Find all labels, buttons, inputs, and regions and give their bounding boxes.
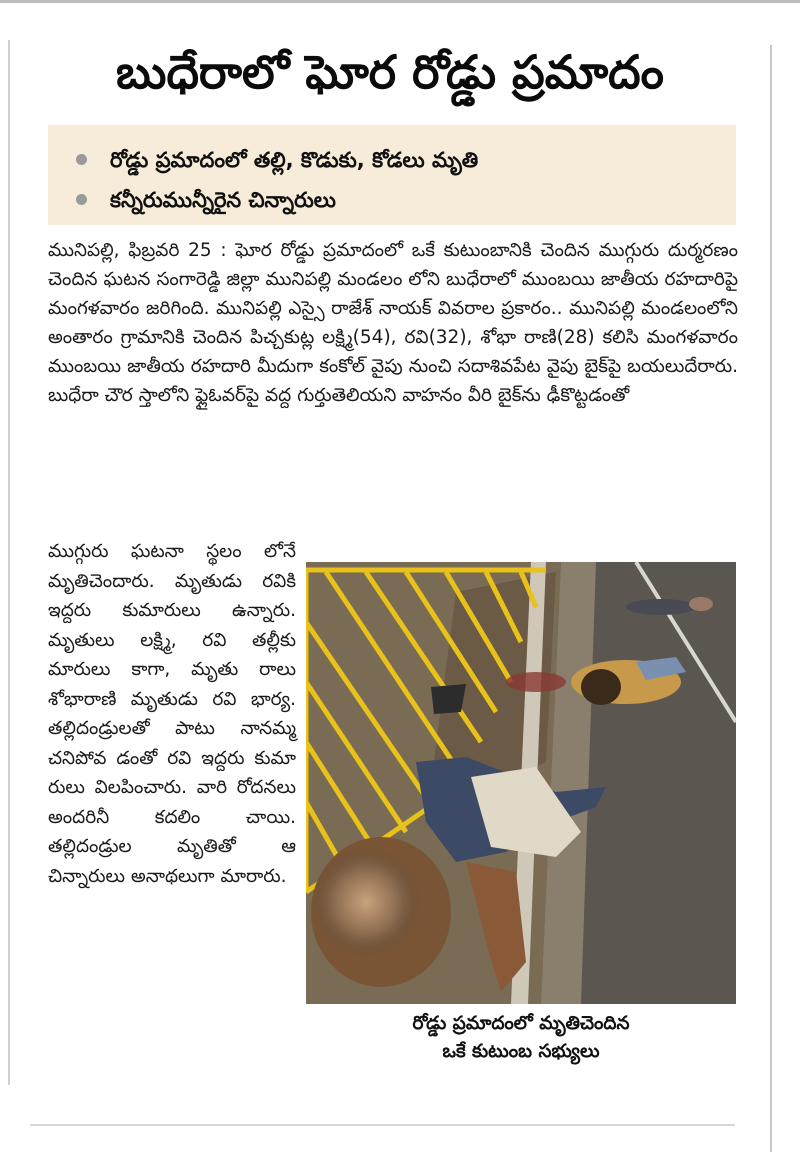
accident-scene-illustration [306, 562, 736, 1004]
highlight-item [76, 141, 726, 179]
bottom-rule [30, 1124, 735, 1126]
photo-caption [306, 1010, 736, 1066]
accident-photo [306, 562, 736, 1004]
highlight-item [76, 181, 726, 219]
left-rule [8, 40, 10, 1085]
highlight-text: కన్నీరుమున్నీరైన చిన్నారులు [110, 188, 336, 212]
bullet-icon [76, 194, 87, 205]
highlight-text: రోడ్డు ప్రమాదంలో తల్లి, కొడుకు, కోడలు మృతి [110, 148, 479, 172]
bullet-icon [76, 154, 87, 165]
article-lead: మునిపల్లి, ఫిబ్రవరి 25 : ఘోర రోడ్డు ప్రమాదంలో ఒకే కుటుంబానికి చెందిన ముగ్గురు దుర్మరణం చెందిన ఘటన సంగారెడ్డి జిల్లా మునిపల్లి మండలం లోని బుధేరాలో ముంబయి జాతీయ రహదారిపై మంగళవారం జరిగింది. మునిపల్లి ఎస్సై రాజేశ్ నాయక్ వివరాల ప్రకారం.. మునిపల్లి మండలంలోని అంతారం గ్రామానికి చెందిన పిచ్చకుట్ల లక్ష్మి(54), రవి(32), శోభా రాణి(28) కలిసి మంగళవారం ముంబయి జాతీయ రహదారి మీదుగా కంకోల్ వైపు నుంచి సదాశివపేట వైపు బైక్‌పై బయలుదేరారు. బుధేరా చౌర స్తాలోని ఫ్లైఓవర్‌పై వద్ద గుర్తుతెలియని వాహనం వీరి బైక్‌ను ఢీకొట్టడంతో [48, 240, 738, 406]
caption-line-2: ఒకే కుటుంబ సభ్యులు [442, 1041, 600, 1062]
caption-line-1: రోడ్డు ప్రమాదంలో మృతిచెందిన [412, 1013, 630, 1034]
right-rule [770, 45, 772, 1152]
highlights-box [48, 125, 736, 225]
headline: బుధేరాలో ఘోర రోడ్డు ప్రమాదం [116, 45, 664, 99]
article-column: ముగ్గురు ఘటనా స్థలం లోనే మృతిచెందారు. మృతుడు రవికి ఇద్దరు కుమారులు ఉన్నారు. మృతులు లక్ష్మి, రవి తల్లీకు మారులు కాగా, మృతు రాలు శోభారాణి మృతుడు రవి భార్య. తల్లిదండ్రులతో పాటు నానమ్మ చనిపోవ డంతో రవి ఇద్దరు కుమా రులు విలపించారు. వారి రోదనలు అందరినీ కదలిం చాయి. తల్లిదండ్రుల మృతితో ఆ చిన్నారులు అనాథలుగా మారారు. [48, 541, 296, 887]
top-border [0, 0, 800, 3]
